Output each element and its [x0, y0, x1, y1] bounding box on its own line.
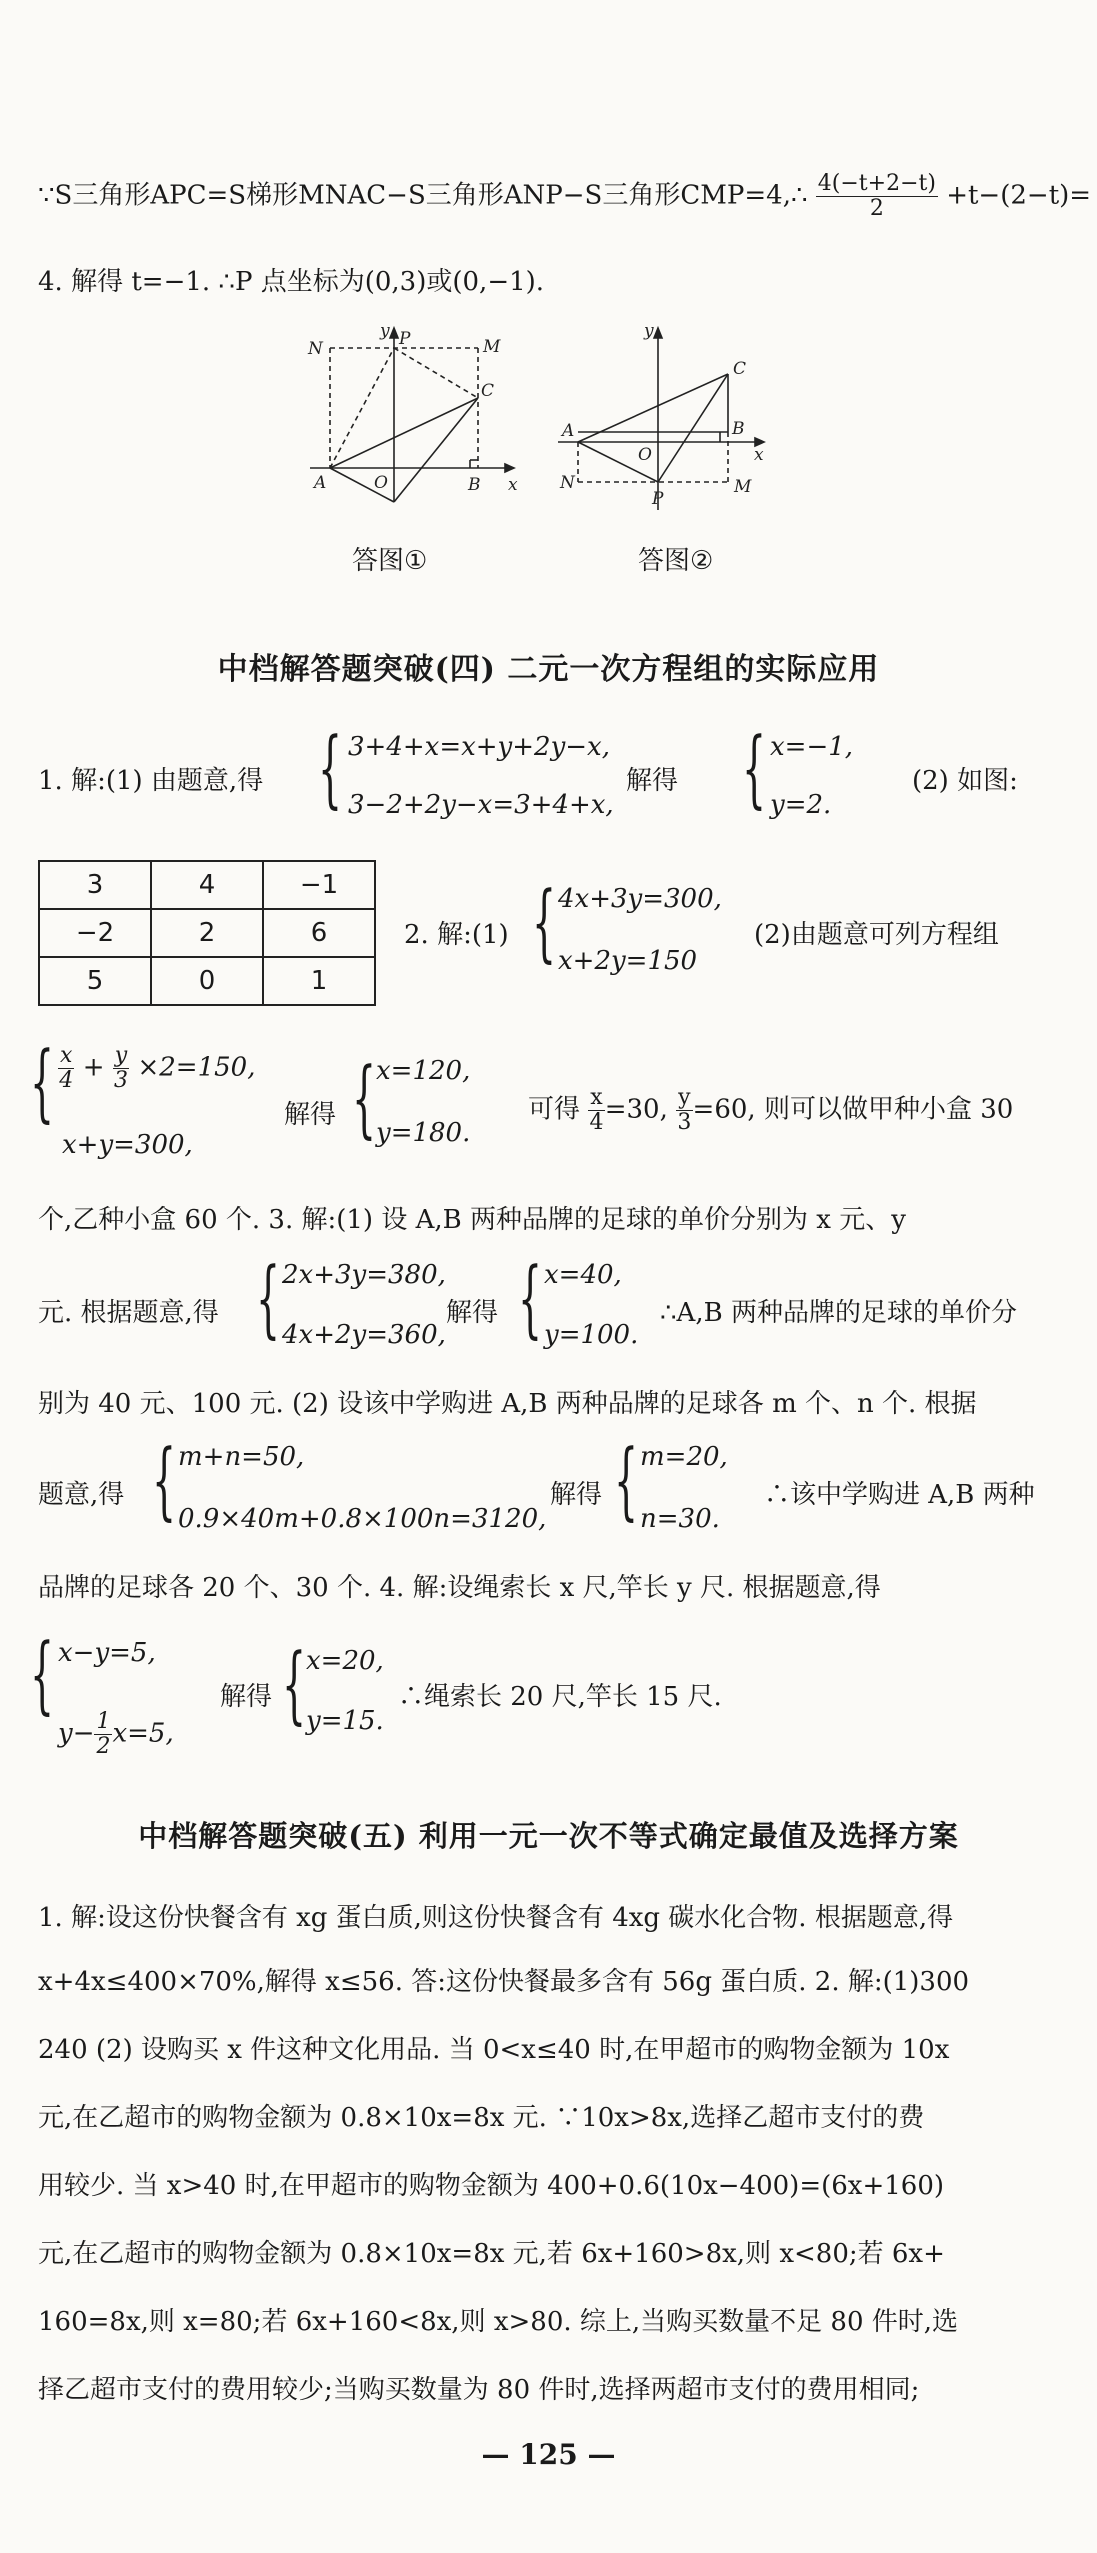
page-number: — 125 —	[481, 2438, 616, 2471]
brace: {	[282, 1635, 307, 1733]
table-cell: 1	[263, 957, 375, 1005]
p1-solve: 解得	[626, 766, 679, 796]
p5-eq1: 2x+3y=380,	[282, 1260, 446, 1290]
fraction: $\frac{1}{2}$	[96, 1709, 111, 1759]
brace: {	[30, 1625, 55, 1723]
table-cell: 5	[39, 957, 151, 1005]
brace: {	[30, 1033, 55, 1131]
text-line-q5: 用较少. 当 x>40 时,在甲超市的购物金额为 400+0.6(10x−400)=(6x+160)	[38, 2171, 945, 2201]
label-x: x	[508, 475, 518, 495]
label-o: O	[374, 473, 388, 493]
label-y: y	[644, 322, 654, 341]
p3-tail: 可得 $\frac{x}{4}$ =30, $\frac{y}{3}$ =60, 则可以做甲种小盒 30	[528, 1085, 1014, 1135]
p7-lead: 题意,得	[38, 1480, 125, 1510]
text-line-1	[38, 171, 1092, 221]
label-a: A	[562, 421, 575, 441]
p3-sol2: y=180.	[376, 1118, 471, 1148]
text-line-q4: 元,在乙超市的购物金额为 0.8×10x=8x 元. ∵10x>8x,选择乙超市支付的费	[38, 2103, 925, 2133]
p1-sol2: y=2.	[770, 790, 832, 820]
p2-eq2: x+2y=150	[558, 946, 698, 976]
p3-sol1: x=120,	[376, 1056, 471, 1086]
text-line-2: 4. 解得 t=−1. ∴P 点坐标为(0,3)或(0,−1).	[38, 267, 545, 297]
p5-solve: 解得	[446, 1298, 499, 1328]
label-b: B	[468, 475, 481, 495]
p2-tail: (2)由题意可列方程组	[754, 920, 999, 950]
table-cell: 6	[263, 909, 375, 957]
label-x: x	[754, 445, 764, 465]
p5-tail: ∴A,B 两种品牌的足球的单价分	[660, 1298, 1017, 1328]
p7-sol1: m=20,	[640, 1442, 728, 1472]
p1-eq2: 3−2+2y−x=3+4+x,	[348, 790, 614, 820]
p3-solve: 解得	[284, 1100, 337, 1130]
p7-tail: ∴该中学购进 A,B 两种	[764, 1480, 1035, 1510]
fraction: $\frac{x}{4}$	[589, 1085, 604, 1135]
p1-tail: (2) 如图:	[912, 766, 1018, 796]
text-line-p4: 个,乙种小盒 60 个. 3. 解:(1) 设 A,B 两种品牌的足球的单价分别为 x 元、y	[38, 1205, 906, 1235]
label-m: M	[734, 477, 752, 497]
fraction-numerator: 4(−t+2−t)	[817, 171, 936, 196]
p7-eq1: m+n=50,	[178, 1442, 305, 1472]
table-cell: −2	[39, 909, 151, 957]
figure-2-caption: 答图②	[638, 546, 714, 576]
p9-sol1: x=20,	[306, 1646, 384, 1676]
text-line-q1: 1. 解:设这份快餐含有 xg 蛋白质,则这份快餐含有 4xg 碳水化合物. 根据题意,得	[38, 1903, 954, 1933]
table-row	[39, 861, 375, 909]
p2-eq1: 4x+3y=300,	[558, 884, 722, 914]
answer-figure-2	[548, 322, 778, 512]
table-cell: 4	[151, 861, 263, 909]
p9-eq2: y− $\frac{1}{2}$ x=5,	[58, 1709, 174, 1759]
answer-figure-1	[300, 322, 530, 512]
text-line-q7: 160=8x,则 x=80;若 6x+160<8x,则 x>80. 综上,当购买数量不足 80 件时,选	[38, 2307, 959, 2337]
text-line-q2: x+4x≤400×70%,解得 x≤56. 答:这份快餐最多含有 56g 蛋白质. 2. 解:(1)300	[38, 1967, 970, 1997]
fraction: $\frac{y}{3}$	[113, 1043, 128, 1093]
p9-solve: 解得	[220, 1682, 273, 1712]
p3-eq1: $\frac{x}{4}$ + $\frac{y}{3}$ ×2=150,	[59, 1043, 256, 1093]
table-cell: 2	[151, 909, 263, 957]
p3-eq2: x+y=300,	[62, 1130, 193, 1160]
p9-eq1: x−y=5,	[58, 1638, 156, 1668]
label-y: y	[380, 322, 390, 341]
table-cell: 0	[151, 957, 263, 1005]
table-row	[39, 909, 375, 957]
label-o: O	[638, 445, 652, 465]
label-n: N	[560, 473, 575, 493]
text-line-q3: 240 (2) 设购买 x 件这种文化用品. 当 0<x≤40 时,在甲超市的购物金额为 10x	[38, 2035, 950, 2065]
fraction: $\frac{x}{4}$	[59, 1043, 74, 1093]
brace: {	[352, 1049, 377, 1147]
brace: {	[614, 1431, 639, 1529]
table-cell: 3	[39, 861, 151, 909]
label-p: P	[399, 329, 411, 349]
brace: {	[152, 1431, 177, 1529]
label-n: N	[308, 339, 323, 359]
brace: {	[256, 1249, 281, 1347]
text-line-1-tail: +t−(2−t)=	[946, 180, 1092, 211]
table-row	[39, 957, 375, 1005]
section-4-title: 中档解答题突破(四) 二元一次方程组的实际应用	[217, 652, 880, 687]
p5-eq2: 4x+2y=360,	[282, 1320, 446, 1350]
label-a: A	[314, 473, 327, 493]
brace: {	[742, 719, 767, 817]
brace: {	[532, 873, 557, 971]
brace: {	[318, 719, 343, 817]
label-c: C	[481, 381, 495, 401]
figure-1-caption: 答图①	[352, 546, 428, 576]
label-p: P	[652, 489, 664, 509]
p7-eq2: 0.9×40m+0.8×100n=3120,	[178, 1504, 547, 1534]
label-b: B	[732, 419, 745, 439]
text-line-q6: 元,在乙超市的购物金额为 0.8×10x=8x 元,若 6x+160>8x,则 x<80;若 6x+	[38, 2239, 945, 2269]
text-line-q8: 择乙超市支付的费用较少;当购买数量为 80 件时,选择两超市支付的费用相同;	[38, 2375, 920, 2405]
section-5-title: 中档解答题突破(五) 利用一元一次不等式确定最值及选择方案	[138, 1819, 959, 1853]
p5-lead: 元. 根据题意,得	[38, 1298, 219, 1328]
p9-sol2: y=15.	[306, 1706, 384, 1736]
p1-lead: 1. 解:(1) 由题意,得	[38, 766, 264, 796]
p5-sol1: x=40,	[544, 1260, 622, 1290]
brace: {	[518, 1249, 543, 1347]
fraction	[816, 172, 938, 221]
answer-table	[38, 860, 376, 1006]
p9-tail: ∴绳索长 20 尺,竿长 15 尺.	[398, 1682, 722, 1712]
p5-sol2: y=100.	[544, 1320, 639, 1350]
fraction-denominator: 2	[869, 196, 884, 221]
p1-sol1: x=−1,	[770, 732, 854, 762]
p7-solve: 解得	[550, 1480, 603, 1510]
table-cell: −1	[263, 861, 375, 909]
label-m: M	[483, 337, 501, 357]
label-c: C	[733, 359, 747, 379]
fraction: $\frac{y}{3}$	[677, 1085, 692, 1135]
text-line-p8: 品牌的足球各 20 个、30 个. 4. 解:设绳索长 x 尺,竿长 y 尺. 根据题意,得	[38, 1573, 881, 1603]
p1-eq1: 3+4+x=x+y+2y−x,	[348, 732, 610, 762]
p7-sol2: n=30.	[640, 1504, 720, 1534]
p2-lead: 2. 解:(1)	[404, 920, 509, 950]
text-line-1-main: ∵S三角形APC=S梯形MNAC−S三角形ANP−S三角形CMP=4,∴	[38, 180, 808, 211]
text-line-p6: 别为 40 元、100 元. (2) 设该中学购进 A,B 两种品牌的足球各 m 个、n 个. 根据	[38, 1389, 977, 1419]
